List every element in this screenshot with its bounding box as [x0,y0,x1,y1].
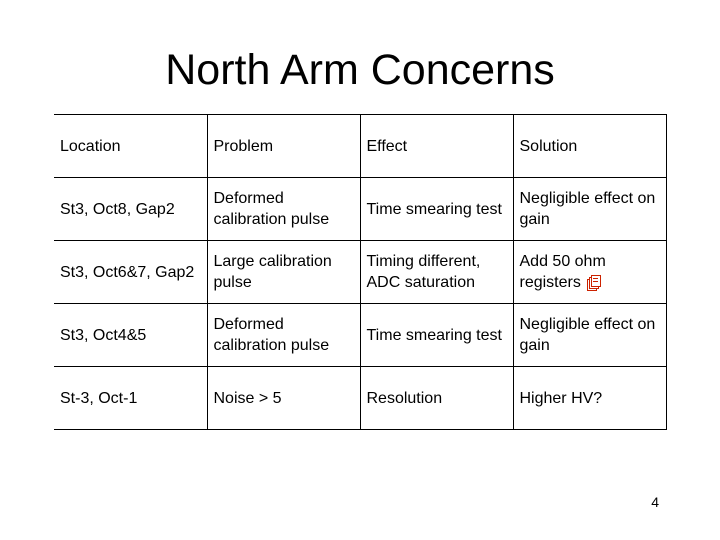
cell-solution-text: Add 50 ohm registers [519,253,606,291]
cell-effect: Time smearing test [360,304,513,367]
cell-location: St3, Oct8, Gap2 [54,178,207,241]
cell-problem: Deformed calibration pulse [207,178,360,241]
cell-solution: Negligible effect on gain [513,178,666,241]
cell-problem: Large calibration pulse [207,241,360,304]
table-row [54,304,666,367]
slide-title: North Arm Concerns [165,46,555,94]
cell-solution: Higher HV? [513,367,666,430]
table-row [54,367,666,430]
table-row [54,241,666,304]
cell-effect: Timing different, ADC saturation [360,241,513,304]
page-number: 4 [651,494,659,510]
header-effect: Effect [360,115,513,178]
note-stack-icon[interactable] [587,276,598,289]
cell-problem: Deformed calibration pulse [207,304,360,367]
cell-problem: Noise > 5 [207,367,360,430]
concerns-table [54,114,667,430]
cell-solution: Negligible effect on gain [513,304,666,367]
cell-location: St-3, Oct-1 [54,367,207,430]
cell-location: St3, Oct6&7, Gap2 [54,241,207,304]
cell-location: St3, Oct4&5 [54,304,207,367]
header-solution: Solution [513,115,666,178]
cell-solution [513,241,666,304]
cell-effect: Time smearing test [360,178,513,241]
header-problem: Problem [207,115,360,178]
table-row [54,178,666,241]
header-location: Location [54,115,207,178]
table-header-row [54,115,666,178]
cell-effect: Resolution [360,367,513,430]
